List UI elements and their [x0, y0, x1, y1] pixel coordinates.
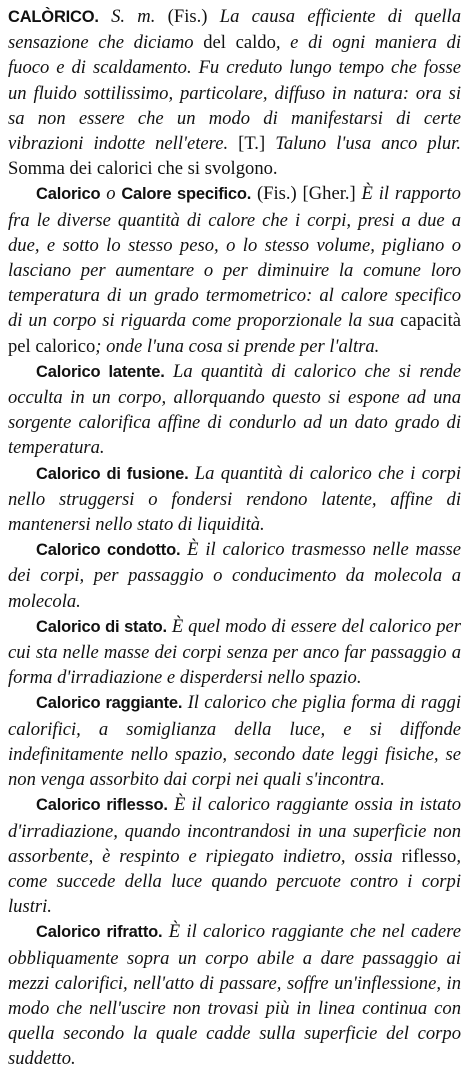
entry-calorico-riflesso [8, 792, 461, 919]
entry-text: È il calorico raggiante ossia in istato d'irradiazione, quando incontrandosi in una superficie non assorbente, è respinto e ripiegato indietro, ossia [8, 794, 461, 867]
entry-headword: Calorico [36, 185, 101, 204]
entry-text: , come succede della luce quando percuote contro i corpi lustri. [8, 845, 461, 918]
entry-headword: Calorico riflesso. [36, 796, 168, 815]
entry-text: Somma dei calorici che si svolgono. [8, 158, 278, 180]
entry-calorico-rifratto [8, 919, 461, 1071]
entry-text: o [100, 183, 122, 205]
entry-calorico-latente [8, 359, 461, 461]
entry-text: ; onde l'una cosa si prende per l'altra. [95, 335, 380, 357]
entry-headword: Calorico condotto. [36, 541, 181, 560]
entry-text: La quantità di calorico che si rende occulta in un corpo, allorquando questo si espone ad una sorgente calorifica affine di condurlo ad un dato grado di temperatura. [8, 360, 462, 459]
entry-headword: Calorico di stato. [36, 617, 167, 636]
entry-text: , e di ogni maniera di fuoco e di scaldamento. Fu creduto lungo tempo che fosse un fluido sottilissimo, particolare, diffuso in natura: ora si sa non essere che un modo di manifestarsi di certe vibrazioni indotte nell'etere. [8, 32, 461, 155]
entry-text: [T.] [238, 133, 276, 155]
entry-text: del caldo [203, 32, 276, 54]
entry-text: riflesso [401, 845, 457, 867]
entry-text: È quel modo di essere del calorico per cui sta nelle masse dei corpi senza per anco far passaggio a forma d'irradiazione e disperdersi nello spazio. [8, 615, 461, 689]
entry-text: Taluno l'usa anco plur. [275, 133, 461, 155]
entry-calorico [8, 4, 461, 181]
entry-calore-specifico [8, 181, 461, 358]
entry-text: È il calorico trasmesso nelle masse dei corpi, per passaggio o conducimento da molecola a molecola. [8, 539, 461, 612]
entry-calorico-di-fusione [8, 461, 461, 538]
entry-text: (Fis.) [Gher.] [251, 183, 362, 205]
entry-headword: Calorico latente. [36, 362, 165, 381]
entry-text: È il calorico raggiante che nel cadere obbliquamente sopra un corpo abile a dare passaggio ai mezzi calorifici, nell'atto di passare, soffre un'inflessione, in modo che nell'uscire non trovasi più in linea continua con quella secondo la quale cadde sulla superficie del corpo suddetto. [8, 921, 461, 1070]
entry-headword: Calore specifico. [121, 185, 252, 204]
entry-text: (Fis.) [167, 6, 220, 27]
entry-text: S. m. [98, 6, 168, 27]
entry-headword: CALÒRICO. [8, 8, 99, 26]
entry-calorico-di-stato [8, 614, 461, 691]
entry-text: È il rapporto fra le diverse quantità di calore che i corpi, presi a due a due, e sotto lo stesso peso, o lo stesso volume, pigliano o lasciano per aumentare o per diminuire la comune loro temperatura di un grado termometrico: al calore specifico di un corpo si riguarda come proporzionale la sua [8, 183, 461, 332]
entry-headword: Calorico raggiante. [36, 694, 183, 713]
entry-text: La causa efficiente di quella sensazione che diciamo [8, 6, 461, 54]
entry-headword: Calorico di fusione. [36, 464, 189, 483]
entry-calorico-raggiante [8, 690, 461, 792]
entry-headword: Calorico rifratto. [36, 923, 163, 942]
entry-calorico-condotto [8, 537, 461, 614]
entry-text: capacità pel calorico [8, 310, 461, 357]
entry-text: La quantità di calorico che i corpi nello struggersi o fondersi rendono latente, affine di mantenersi nello stato di liquidità. [8, 462, 461, 536]
entry-text: Il calorico che piglia forma di raggi calorifici, a somiglianza della luce, e si diffonde indefinitamente nello spazio, secondo date leggi fisiche, se non venga assorbito dai corpi nei quali s'incontra. [8, 692, 461, 791]
